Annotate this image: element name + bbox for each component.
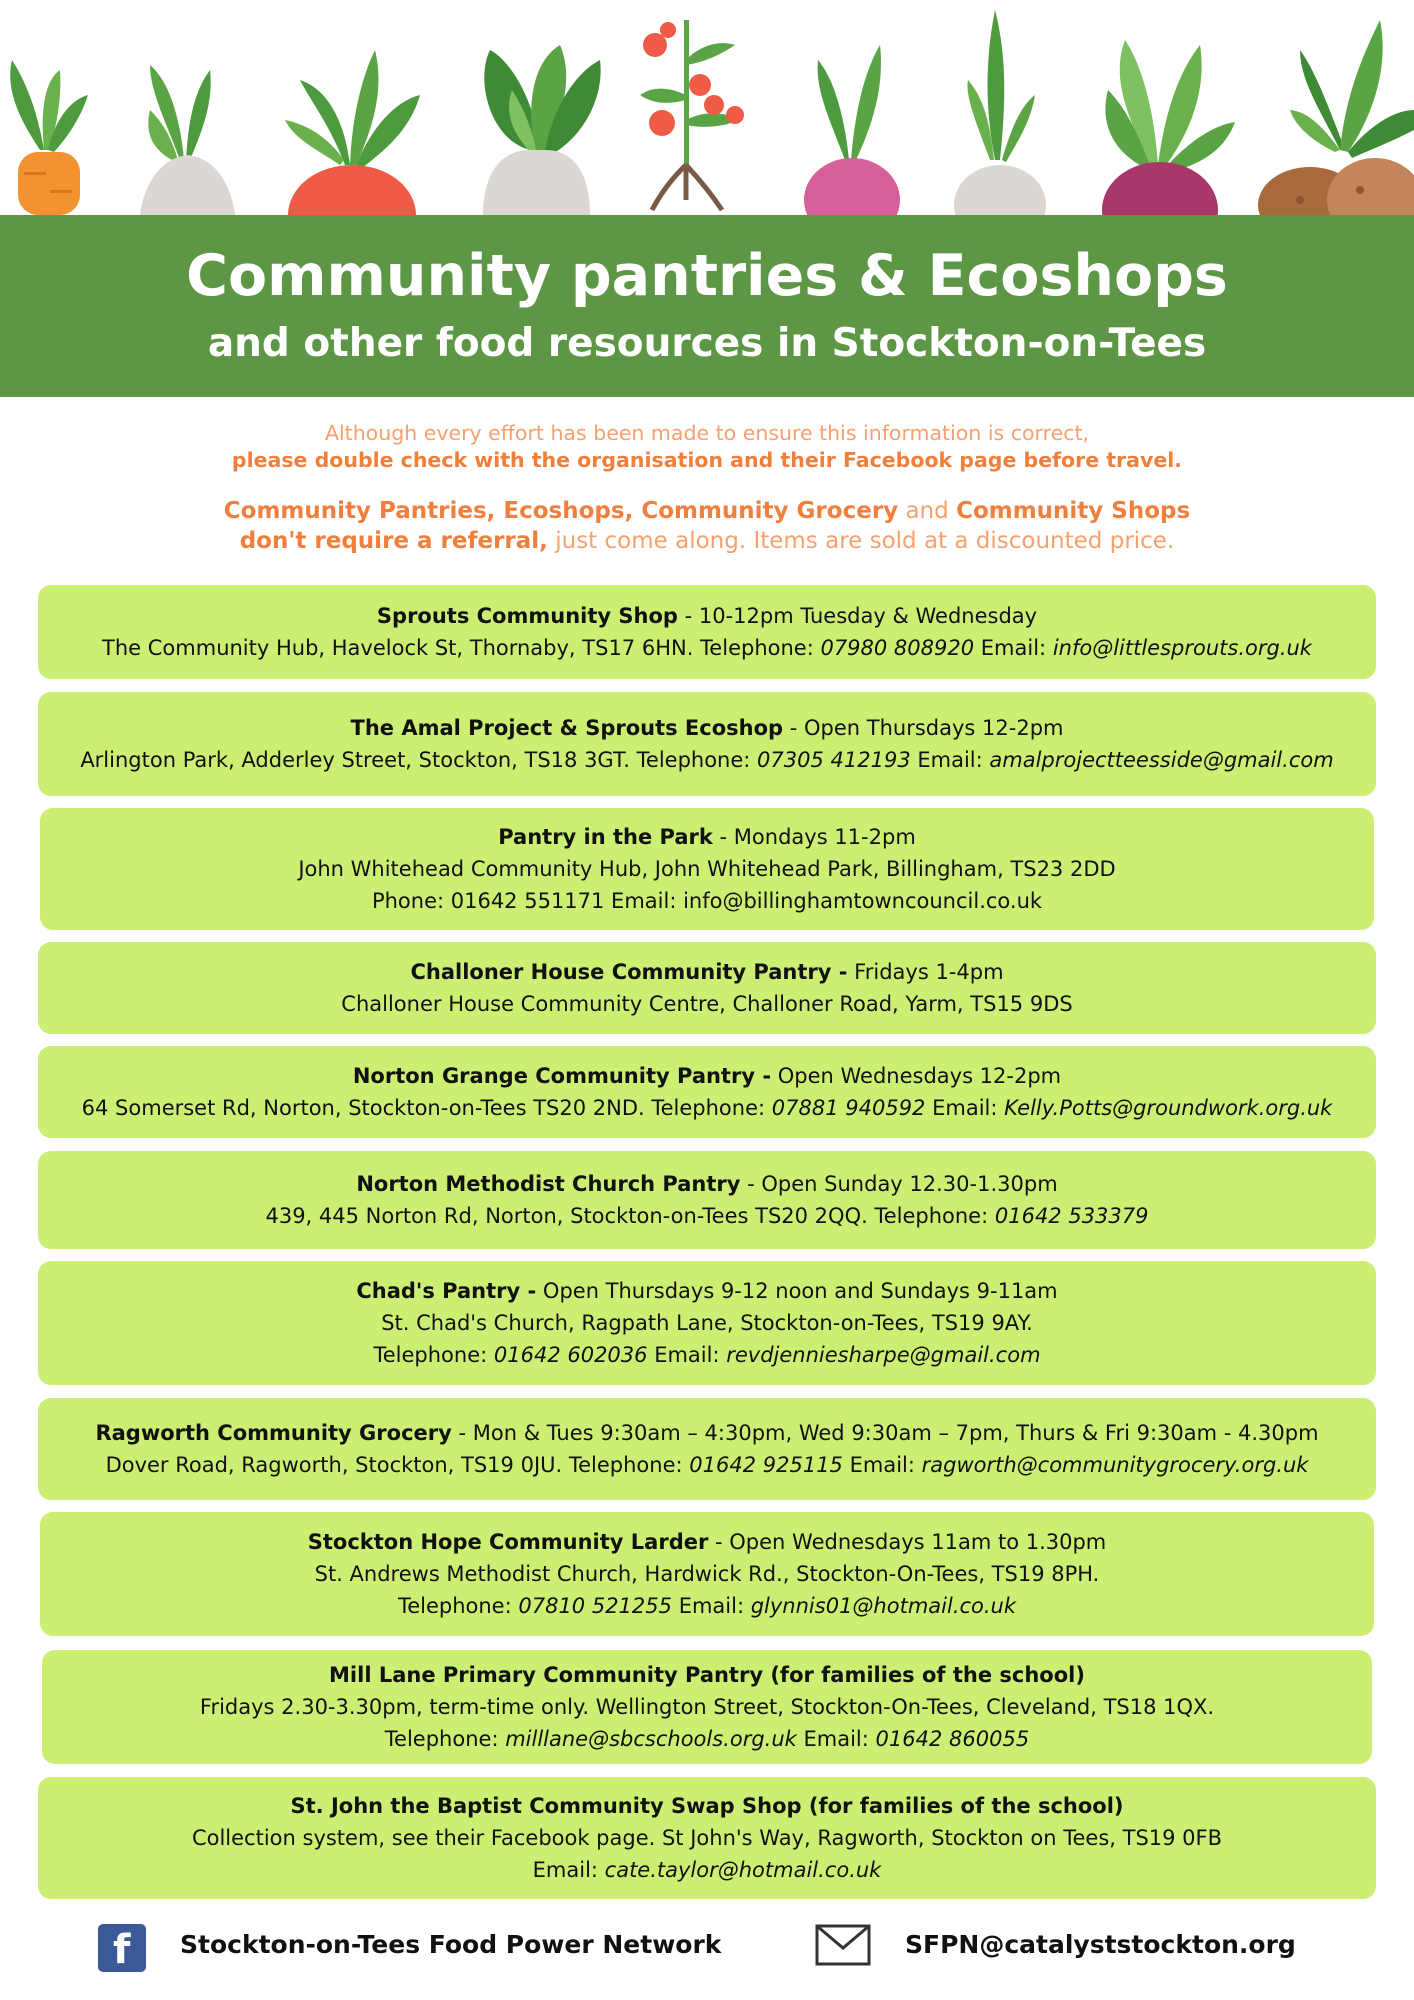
- card-hours: - Open Sunday 12.30-1.30pm: [740, 1172, 1058, 1196]
- email-link[interactable]: revdjenniesharpe@gmail.com: [726, 1343, 1041, 1367]
- tomato-plant-icon: [640, 20, 744, 210]
- card-title: Norton Grange Community Pantry -: [352, 1064, 772, 1088]
- title-banner: [0, 215, 1414, 397]
- card-address: St. Andrews Methodist Church, Hardwick Rd., Stockton-On-Tees, TS19 8PH.: [314, 1562, 1100, 1586]
- card-hours: - Open Thursdays 12-2pm: [783, 716, 1064, 740]
- card-hours: - Mondays 11-2pm: [712, 825, 916, 849]
- card-title: The Amal Project & Sprouts Ecoshop: [350, 716, 784, 740]
- vegetable-illustration: [0, 0, 1414, 215]
- phone-number: 01642 925115: [689, 1453, 843, 1477]
- phone-number: milllane@sbcschools.org.uk: [505, 1727, 797, 1751]
- pink-radish-icon: [804, 45, 900, 215]
- card-address: St. Chad's Church, Ragpath Lane, Stockton-on-Tees, TS19 9AY.: [381, 1311, 1033, 1335]
- card-norton-grange: Norton Grange Community Pantry - Open Wednesdays 12-2pm 64 Somerset Rd, Norton, Stockton-on-Tees TS20 2ND. Telephone: 07881 940592 Email: Kelly.Potts@groundwork.org.uk: [38, 1046, 1376, 1138]
- referral-line-2: don't require a referral, just come along. Items are sold at a discounted price.: [239, 528, 1175, 554]
- beetroot-icon: [1102, 40, 1235, 215]
- facebook-icon[interactable]: f: [98, 1924, 146, 1972]
- turnip-icon: [140, 65, 235, 215]
- footer-email[interactable]: SFPN@catalyststockton.org: [905, 1930, 1296, 1959]
- page-subtitle: and other food resources in Stockton-on-Tees: [207, 321, 1207, 366]
- phone-number: 01642 602036: [493, 1343, 648, 1367]
- card-hours: Open Wednesdays 12-2pm: [771, 1064, 1062, 1088]
- radish-icon: [285, 50, 420, 215]
- card-mill-lane: Mill Lane Primary Community Pantry (for families of the school) Fridays 2.30-3.30pm, term-time only. Wellington Street, Stockton-On-Tees, Cleveland, TS18 1QX. Telephone: milllane@sbcschools.org.uk Email: 01642 860055: [42, 1650, 1372, 1764]
- card-title: Mill Lane Primary Community Pantry (for families of the school): [329, 1663, 1085, 1687]
- phone-number: 01642 533379: [994, 1204, 1149, 1228]
- email-link[interactable]: Kelly.Potts@groundwork.org.uk: [1004, 1096, 1333, 1120]
- card-title: Stockton Hope Community Larder: [307, 1530, 709, 1554]
- card-hours: - Mon & Tues 9:30am – 4:30pm, Wed 9:30am – 7pm, Thurs & Fri 9:30am - 4.30pm: [451, 1421, 1319, 1445]
- card-ragworth: Ragworth Community Grocery - Mon & Tues 9:30am – 4:30pm, Wed 9:30am – 7pm, Thurs & Fri 9:30am - 4.30pm Dover Road, Ragworth, Stockton, TS19 0JU. Telephone: 01642 925115 Email: ragworth@communitygrocery.org.uk: [38, 1398, 1376, 1500]
- card-challoner: [38, 942, 1376, 1034]
- envelope-icon: [815, 1924, 871, 1966]
- card-chads: Chad's Pantry - Open Thursdays 9-12 noon and Sundays 9-11am St. Chad's Church, Ragpath Lane, Stockton-on-Tees, TS19 9AY. Telephone: 01642 602036 Email: revdjenniesharpe@gmail.com: [38, 1261, 1376, 1385]
- page-title: Community pantries & Ecoshops: [186, 243, 1228, 309]
- email-link[interactable]: info@littlesprouts.org.uk: [1052, 636, 1312, 660]
- disclaimer-line-2: please double check with the organisation and their Facebook page before travel.: [231, 448, 1183, 472]
- card-address: Challoner House Community Centre, Challoner Road, Yarm, TS15 9DS: [341, 992, 1073, 1016]
- card-amal: The Amal Project & Sprouts Ecoshop - Open Thursdays 12-2pm Arlington Park, Adderley Street, Stockton, TS18 3GT. Telephone: 07305 412193 Email: amalprojectteesside@gmail.com: [38, 692, 1376, 796]
- card-address: John Whitehead Community Hub, John Whitehead Park, Billingham, TS23 2DD: [298, 857, 1116, 881]
- lettuce-icon: [483, 45, 601, 215]
- card-title: Pantry in the Park: [498, 825, 713, 849]
- card-hours: - Open Wednesdays 11am to 1.30pm: [708, 1530, 1107, 1554]
- card-title: Sprouts Community Shop: [376, 604, 678, 628]
- card-details: Collection system, see their Facebook page. St John's Way, Ragworth, Stockton on Tees, TS19 0FB: [191, 1826, 1223, 1850]
- card-hours: - 10-12pm Tuesday & Wednesday: [677, 604, 1038, 628]
- card-pantry-park: [40, 808, 1374, 930]
- email-link[interactable]: cate.taylor@hotmail.co.uk: [604, 1858, 882, 1882]
- email-link[interactable]: 01642 860055: [875, 1727, 1030, 1751]
- card-title: Norton Methodist Church Pantry: [356, 1172, 741, 1196]
- card-title: St. John the Baptist Community Swap Shop (for families of the school): [290, 1794, 1124, 1818]
- email-link[interactable]: glynnis01@hotmail.co.uk: [750, 1594, 1017, 1618]
- card-norton-methodist: Norton Methodist Church Pantry - Open Sunday 12.30-1.30pm 439, 445 Norton Rd, Norton, Stockton-on-Tees TS20 2QQ. Telephone: 01642 533379: [38, 1151, 1376, 1249]
- potato-icon: [1258, 20, 1414, 215]
- onion-icon: [954, 10, 1046, 215]
- card-contact: Phone: 01642 551171 Email: info@billinghamtowncouncil.co.uk: [371, 889, 1043, 913]
- disclaimer-notes: [0, 420, 1414, 556]
- facebook-page-name[interactable]: Stockton-on-Tees Food Power Network: [180, 1930, 722, 1959]
- phone-number: 07881 940592: [771, 1096, 926, 1120]
- carrot-icon: [10, 60, 88, 215]
- card-stockton-hope: Stockton Hope Community Larder - Open Wednesdays 11am to 1.30pm St. Andrews Methodist Church, Hardwick Rd., Stockton-On-Tees, TS19 8PH. Telephone: 07810 521255 Email: glynnis01@hotmail.co.uk: [40, 1512, 1374, 1636]
- disclaimer-line-1: Although every effort has been made to ensure this information is correct,: [324, 421, 1090, 445]
- phone-number: 07305 412193: [757, 748, 911, 772]
- card-title: Challoner House Community Pantry -: [410, 960, 848, 984]
- email-link[interactable]: amalprojectteesside@gmail.com: [989, 748, 1334, 772]
- card-hours: Open Thursdays 9-12 noon and Sundays 9-11am: [536, 1279, 1058, 1303]
- card-sprouts: Sprouts Community Shop - 10-12pm Tuesday & Wednesday The Community Hub, Havelock St, Thornaby, TS17 6HN. Telephone: 07980 808920 Email: info@littlesprouts.org.uk: [38, 585, 1376, 679]
- card-hours: Fridays 1-4pm: [847, 960, 1004, 984]
- card-details: Fridays 2.30-3.30pm, term-time only. Wellington Street, Stockton-On-Tees, Cleveland, TS18 1QX.: [199, 1695, 1215, 1719]
- referral-line-1: Community Pantries, Ecoshops, Community Grocery and Community Shops: [223, 498, 1191, 524]
- phone-number: 07810 521255: [518, 1594, 673, 1618]
- email-link[interactable]: ragworth@communitygrocery.org.uk: [921, 1453, 1309, 1477]
- card-st-john: St. John the Baptist Community Swap Shop (for families of the school) Collection system, see their Facebook page. St John's Way, Ragworth, Stockton on Tees, TS19 0FB Email: cate.taylor@hotmail.co.uk: [38, 1777, 1376, 1899]
- card-title: Chad's Pantry -: [356, 1279, 537, 1303]
- card-title: Ragworth Community Grocery: [95, 1421, 452, 1445]
- phone-number: 07980 808920: [820, 636, 975, 660]
